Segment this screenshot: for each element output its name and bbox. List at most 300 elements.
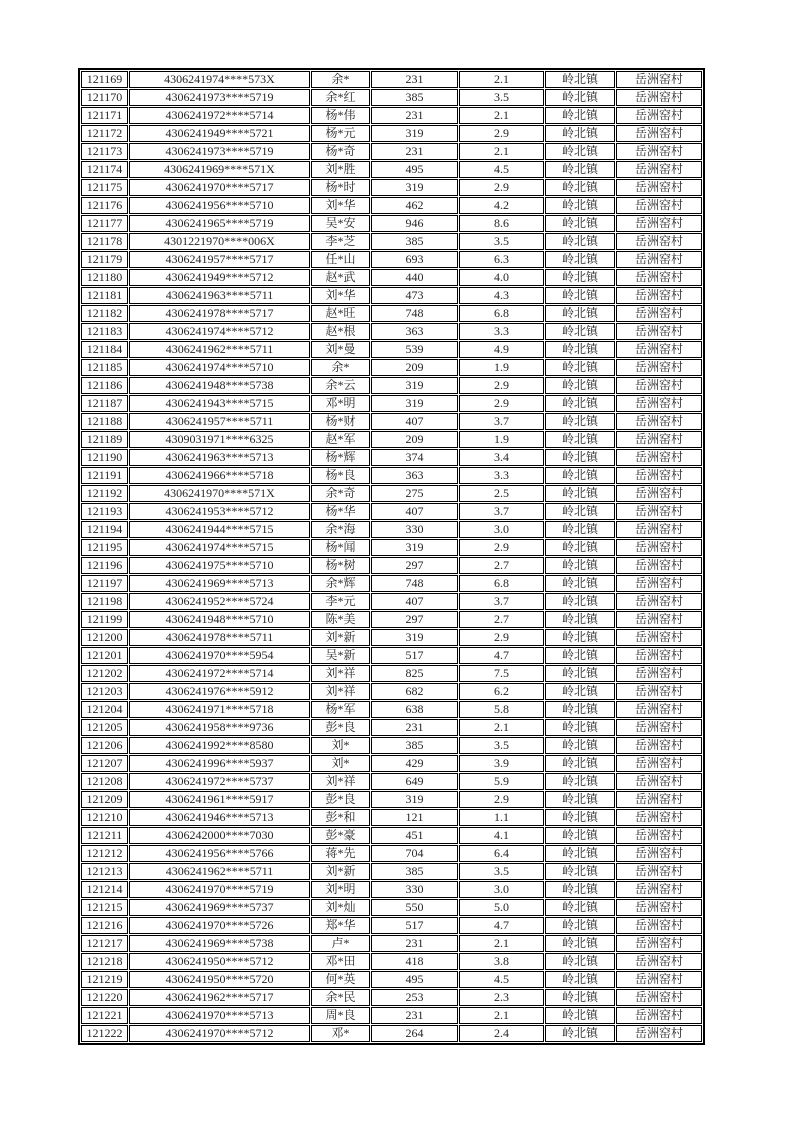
name-cell: 刘*祥 xyxy=(311,665,370,682)
amount-cell: 319 xyxy=(371,125,458,142)
rate-cell: 4.0 xyxy=(459,269,544,286)
table-row xyxy=(81,413,702,430)
amount-cell: 121 xyxy=(371,809,458,826)
id-number-cell: 4306241962****5711 xyxy=(129,341,310,358)
serial-cell: 121216 xyxy=(81,917,128,934)
serial-cell: 121203 xyxy=(81,683,128,700)
rate-cell: 4.9 xyxy=(459,341,544,358)
town-cell: 岭北镇 xyxy=(545,737,615,754)
town-cell: 岭北镇 xyxy=(545,809,615,826)
village-cell: 岳洲窑村 xyxy=(616,845,702,862)
id-number-cell: 4306241970****5712 xyxy=(129,1025,310,1042)
rate-cell: 5.9 xyxy=(459,773,544,790)
name-cell: 赵*旺 xyxy=(311,305,370,322)
village-cell: 岳洲窑村 xyxy=(616,143,702,160)
table-row xyxy=(81,701,702,718)
amount-cell: 550 xyxy=(371,899,458,916)
id-number-cell: 4306241970****5717 xyxy=(129,179,310,196)
name-cell: 余*红 xyxy=(311,89,370,106)
village-cell: 岳洲窑村 xyxy=(616,881,702,898)
serial-cell: 121188 xyxy=(81,413,128,430)
village-cell: 岳洲窑村 xyxy=(616,827,702,844)
name-cell: 杨*时 xyxy=(311,179,370,196)
village-cell: 岳洲窑村 xyxy=(616,413,702,430)
village-cell: 岳洲窑村 xyxy=(616,1007,702,1024)
rate-cell: 2.3 xyxy=(459,989,544,1006)
name-cell: 杨*辉 xyxy=(311,449,370,466)
serial-cell: 121199 xyxy=(81,611,128,628)
rate-cell: 4.5 xyxy=(459,971,544,988)
name-cell: 杨*元 xyxy=(311,125,370,142)
table-row xyxy=(81,791,702,808)
village-cell: 岳洲窑村 xyxy=(616,233,702,250)
serial-cell: 121195 xyxy=(81,539,128,556)
rate-cell: 6.4 xyxy=(459,845,544,862)
rate-cell: 3.8 xyxy=(459,953,544,970)
town-cell: 岭北镇 xyxy=(545,395,615,412)
village-cell: 岳洲窑村 xyxy=(616,341,702,358)
rate-cell: 6.8 xyxy=(459,575,544,592)
town-cell: 岭北镇 xyxy=(545,593,615,610)
amount-cell: 748 xyxy=(371,575,458,592)
village-cell: 岳洲窑村 xyxy=(616,305,702,322)
id-number-cell: 4306241970****571X xyxy=(129,485,310,502)
name-cell: 刘*华 xyxy=(311,197,370,214)
village-cell: 岳洲窑村 xyxy=(616,1025,702,1042)
id-number-cell: 4306241973****5719 xyxy=(129,143,310,160)
name-cell: 吴*安 xyxy=(311,215,370,232)
serial-cell: 121191 xyxy=(81,467,128,484)
village-cell: 岳洲窑村 xyxy=(616,89,702,106)
serial-cell: 121185 xyxy=(81,359,128,376)
village-cell: 岳洲窑村 xyxy=(616,989,702,1006)
id-number-cell: 4306241996****5937 xyxy=(129,755,310,772)
village-cell: 岳洲窑村 xyxy=(616,323,702,340)
name-cell: 刘*华 xyxy=(311,287,370,304)
id-number-cell: 4306241963****5711 xyxy=(129,287,310,304)
rate-cell: 2.9 xyxy=(459,539,544,556)
rate-cell: 2.5 xyxy=(459,485,544,502)
village-cell: 岳洲窑村 xyxy=(616,611,702,628)
records-table xyxy=(78,68,705,1045)
table-row xyxy=(81,1007,702,1024)
town-cell: 岭北镇 xyxy=(545,1025,615,1042)
table-row xyxy=(81,917,702,934)
name-cell: 赵*军 xyxy=(311,431,370,448)
serial-cell: 121170 xyxy=(81,89,128,106)
town-cell: 岭北镇 xyxy=(545,719,615,736)
rate-cell: 2.9 xyxy=(459,791,544,808)
town-cell: 岭北镇 xyxy=(545,683,615,700)
town-cell: 岭北镇 xyxy=(545,791,615,808)
amount-cell: 385 xyxy=(371,863,458,880)
rate-cell: 2.1 xyxy=(459,1007,544,1024)
table-row xyxy=(81,899,702,916)
amount-cell: 385 xyxy=(371,89,458,106)
amount-cell: 319 xyxy=(371,179,458,196)
id-number-cell: 4306241958****9736 xyxy=(129,719,310,736)
serial-cell: 121200 xyxy=(81,629,128,646)
amount-cell: 704 xyxy=(371,845,458,862)
village-cell: 岳洲窑村 xyxy=(616,71,702,88)
village-cell: 岳洲窑村 xyxy=(616,917,702,934)
rate-cell: 4.7 xyxy=(459,647,544,664)
town-cell: 岭北镇 xyxy=(545,161,615,178)
name-cell: 郑*华 xyxy=(311,917,370,934)
village-cell: 岳洲窑村 xyxy=(616,701,702,718)
table-row xyxy=(81,449,702,466)
id-number-cell: 4306241948****5738 xyxy=(129,377,310,394)
amount-cell: 407 xyxy=(371,413,458,430)
table-row xyxy=(81,629,702,646)
town-cell: 岭北镇 xyxy=(545,305,615,322)
rate-cell: 2.9 xyxy=(459,377,544,394)
id-number-cell: 4306241969****5713 xyxy=(129,575,310,592)
table-row xyxy=(81,89,702,106)
town-cell: 岭北镇 xyxy=(545,773,615,790)
id-number-cell: 4306241972****5737 xyxy=(129,773,310,790)
town-cell: 岭北镇 xyxy=(545,323,615,340)
rate-cell: 3.7 xyxy=(459,593,544,610)
table-row xyxy=(81,593,702,610)
serial-cell: 121220 xyxy=(81,989,128,1006)
serial-cell: 121217 xyxy=(81,935,128,952)
table-row xyxy=(81,827,702,844)
village-cell: 岳洲窑村 xyxy=(616,125,702,142)
town-cell: 岭北镇 xyxy=(545,863,615,880)
town-cell: 岭北镇 xyxy=(545,233,615,250)
table-row xyxy=(81,863,702,880)
amount-cell: 495 xyxy=(371,971,458,988)
id-number-cell: 4309031971****6325 xyxy=(129,431,310,448)
village-cell: 岳洲窑村 xyxy=(616,467,702,484)
town-cell: 岭北镇 xyxy=(545,143,615,160)
rate-cell: 2.1 xyxy=(459,935,544,952)
town-cell: 岭北镇 xyxy=(545,503,615,520)
id-number-cell: 4306241970****5713 xyxy=(129,1007,310,1024)
rate-cell: 3.7 xyxy=(459,503,544,520)
table-row xyxy=(81,395,702,412)
id-number-cell: 4306241957****5711 xyxy=(129,413,310,430)
name-cell: 刘*曼 xyxy=(311,341,370,358)
id-number-cell: 4306241970****5719 xyxy=(129,881,310,898)
name-cell: 刘*明 xyxy=(311,881,370,898)
rate-cell: 5.8 xyxy=(459,701,544,718)
table-row xyxy=(81,881,702,898)
rate-cell: 2.9 xyxy=(459,395,544,412)
serial-cell: 121176 xyxy=(81,197,128,214)
rate-cell: 4.2 xyxy=(459,197,544,214)
table-row xyxy=(81,269,702,286)
name-cell: 蒋*先 xyxy=(311,845,370,862)
table-row xyxy=(81,737,702,754)
village-cell: 岳洲窑村 xyxy=(616,971,702,988)
amount-cell: 418 xyxy=(371,953,458,970)
id-number-cell: 4306241962****5711 xyxy=(129,863,310,880)
village-cell: 岳洲窑村 xyxy=(616,485,702,502)
rate-cell: 4.3 xyxy=(459,287,544,304)
rate-cell: 2.4 xyxy=(459,1025,544,1042)
serial-cell: 121180 xyxy=(81,269,128,286)
table-row xyxy=(81,1025,702,1042)
id-number-cell: 4301221970****006X xyxy=(129,233,310,250)
name-cell: 余*海 xyxy=(311,521,370,538)
village-cell: 岳洲窑村 xyxy=(616,179,702,196)
amount-cell: 231 xyxy=(371,935,458,952)
table-row xyxy=(81,71,702,88)
amount-cell: 495 xyxy=(371,161,458,178)
town-cell: 岭北镇 xyxy=(545,71,615,88)
serial-cell: 121179 xyxy=(81,251,128,268)
village-cell: 岳洲窑村 xyxy=(616,935,702,952)
rate-cell: 3.7 xyxy=(459,413,544,430)
village-cell: 岳洲窑村 xyxy=(616,737,702,754)
name-cell: 陈*美 xyxy=(311,611,370,628)
table-row xyxy=(81,845,702,862)
amount-cell: 374 xyxy=(371,449,458,466)
amount-cell: 319 xyxy=(371,629,458,646)
name-cell: 刘*祥 xyxy=(311,773,370,790)
village-cell: 岳洲窑村 xyxy=(616,773,702,790)
rate-cell: 2.9 xyxy=(459,629,544,646)
serial-cell: 121221 xyxy=(81,1007,128,1024)
table-body xyxy=(81,71,702,1042)
amount-cell: 385 xyxy=(371,737,458,754)
amount-cell: 517 xyxy=(371,917,458,934)
rate-cell: 3.3 xyxy=(459,323,544,340)
rate-cell: 2.7 xyxy=(459,611,544,628)
id-number-cell: 4306241972****5714 xyxy=(129,665,310,682)
rate-cell: 1.9 xyxy=(459,431,544,448)
amount-cell: 319 xyxy=(371,395,458,412)
id-number-cell: 4306241948****5710 xyxy=(129,611,310,628)
village-cell: 岳洲窑村 xyxy=(616,287,702,304)
id-number-cell: 4306241969****5737 xyxy=(129,899,310,916)
rate-cell: 3.5 xyxy=(459,89,544,106)
serial-cell: 121192 xyxy=(81,485,128,502)
id-number-cell: 4306241953****5712 xyxy=(129,503,310,520)
id-number-cell: 4306241943****5715 xyxy=(129,395,310,412)
serial-cell: 121218 xyxy=(81,953,128,970)
village-cell: 岳洲窑村 xyxy=(616,863,702,880)
rate-cell: 6.2 xyxy=(459,683,544,700)
name-cell: 杨*华 xyxy=(311,503,370,520)
table-row xyxy=(81,719,702,736)
town-cell: 岭北镇 xyxy=(545,359,615,376)
serial-cell: 121189 xyxy=(81,431,128,448)
name-cell: 杨*财 xyxy=(311,413,370,430)
table-row xyxy=(81,989,702,1006)
rate-cell: 5.0 xyxy=(459,899,544,916)
village-cell: 岳洲窑村 xyxy=(616,557,702,574)
table-row xyxy=(81,323,702,340)
amount-cell: 231 xyxy=(371,71,458,88)
id-number-cell: 4306241974****5715 xyxy=(129,539,310,556)
town-cell: 岭北镇 xyxy=(545,575,615,592)
town-cell: 岭北镇 xyxy=(545,377,615,394)
table-row xyxy=(81,359,702,376)
id-number-cell: 4306241974****573X xyxy=(129,71,310,88)
name-cell: 杨*闻 xyxy=(311,539,370,556)
serial-cell: 121173 xyxy=(81,143,128,160)
name-cell: 杨*军 xyxy=(311,701,370,718)
town-cell: 岭北镇 xyxy=(545,413,615,430)
id-number-cell: 4306241973****5719 xyxy=(129,89,310,106)
table-row xyxy=(81,647,702,664)
village-cell: 岳洲窑村 xyxy=(616,755,702,772)
rate-cell: 7.5 xyxy=(459,665,544,682)
town-cell: 岭北镇 xyxy=(545,287,615,304)
serial-cell: 121175 xyxy=(81,179,128,196)
town-cell: 岭北镇 xyxy=(545,557,615,574)
town-cell: 岭北镇 xyxy=(545,197,615,214)
village-cell: 岳洲窑村 xyxy=(616,683,702,700)
town-cell: 岭北镇 xyxy=(545,431,615,448)
rate-cell: 2.1 xyxy=(459,71,544,88)
village-cell: 岳洲窑村 xyxy=(616,269,702,286)
village-cell: 岳洲窑村 xyxy=(616,647,702,664)
table-row xyxy=(81,485,702,502)
id-number-cell: 4306241974****5710 xyxy=(129,359,310,376)
name-cell: 何*英 xyxy=(311,971,370,988)
amount-cell: 319 xyxy=(371,791,458,808)
name-cell: 余*云 xyxy=(311,377,370,394)
table-row xyxy=(81,755,702,772)
town-cell: 岭北镇 xyxy=(545,179,615,196)
town-cell: 岭北镇 xyxy=(545,539,615,556)
rate-cell: 1.9 xyxy=(459,359,544,376)
village-cell: 岳洲窑村 xyxy=(616,431,702,448)
table-row xyxy=(81,557,702,574)
id-number-cell: 4306241962****5717 xyxy=(129,989,310,1006)
village-cell: 岳洲窑村 xyxy=(616,899,702,916)
amount-cell: 825 xyxy=(371,665,458,682)
village-cell: 岳洲窑村 xyxy=(616,539,702,556)
amount-cell: 440 xyxy=(371,269,458,286)
table-row xyxy=(81,521,702,538)
rate-cell: 2.9 xyxy=(459,179,544,196)
village-cell: 岳洲窑村 xyxy=(616,593,702,610)
table-row xyxy=(81,503,702,520)
name-cell: 李*芝 xyxy=(311,233,370,250)
id-number-cell: 4306241963****5713 xyxy=(129,449,310,466)
amount-cell: 539 xyxy=(371,341,458,358)
serial-cell: 121212 xyxy=(81,845,128,862)
serial-cell: 121171 xyxy=(81,107,128,124)
rate-cell: 2.1 xyxy=(459,143,544,160)
id-number-cell: 4306241975****5710 xyxy=(129,557,310,574)
serial-cell: 121184 xyxy=(81,341,128,358)
name-cell: 邓*田 xyxy=(311,953,370,970)
amount-cell: 319 xyxy=(371,377,458,394)
name-cell: 杨*伟 xyxy=(311,107,370,124)
serial-cell: 121201 xyxy=(81,647,128,664)
name-cell: 刘*新 xyxy=(311,863,370,880)
serial-cell: 121215 xyxy=(81,899,128,916)
village-cell: 岳洲窑村 xyxy=(616,395,702,412)
table-row xyxy=(81,467,702,484)
town-cell: 岭北镇 xyxy=(545,647,615,664)
rate-cell: 3.4 xyxy=(459,449,544,466)
town-cell: 岭北镇 xyxy=(545,629,615,646)
amount-cell: 253 xyxy=(371,989,458,1006)
town-cell: 岭北镇 xyxy=(545,701,615,718)
town-cell: 岭北镇 xyxy=(545,989,615,1006)
serial-cell: 121211 xyxy=(81,827,128,844)
id-number-cell: 4306241952****5724 xyxy=(129,593,310,610)
serial-cell: 121207 xyxy=(81,755,128,772)
name-cell: 彭*豪 xyxy=(311,827,370,844)
serial-cell: 121177 xyxy=(81,215,128,232)
town-cell: 岭北镇 xyxy=(545,467,615,484)
town-cell: 岭北镇 xyxy=(545,485,615,502)
id-number-cell: 4306242000****7030 xyxy=(129,827,310,844)
town-cell: 岭北镇 xyxy=(545,755,615,772)
id-number-cell: 4306241956****5710 xyxy=(129,197,310,214)
name-cell: 任*山 xyxy=(311,251,370,268)
serial-cell: 121186 xyxy=(81,377,128,394)
village-cell: 岳洲窑村 xyxy=(616,215,702,232)
id-number-cell: 4306241971****5718 xyxy=(129,701,310,718)
amount-cell: 231 xyxy=(371,719,458,736)
amount-cell: 363 xyxy=(371,467,458,484)
amount-cell: 451 xyxy=(371,827,458,844)
table-row xyxy=(81,809,702,826)
serial-cell: 121196 xyxy=(81,557,128,574)
village-cell: 岳洲窑村 xyxy=(616,377,702,394)
serial-cell: 121202 xyxy=(81,665,128,682)
town-cell: 岭北镇 xyxy=(545,107,615,124)
serial-cell: 121169 xyxy=(81,71,128,88)
village-cell: 岳洲窑村 xyxy=(616,521,702,538)
rate-cell: 3.0 xyxy=(459,521,544,538)
rate-cell: 3.5 xyxy=(459,863,544,880)
village-cell: 岳洲窑村 xyxy=(616,809,702,826)
rate-cell: 6.8 xyxy=(459,305,544,322)
id-number-cell: 4306241957****5717 xyxy=(129,251,310,268)
rate-cell: 3.9 xyxy=(459,755,544,772)
name-cell: 刘* xyxy=(311,755,370,772)
id-number-cell: 4306241949****5712 xyxy=(129,269,310,286)
table-row xyxy=(81,773,702,790)
table-row xyxy=(81,233,702,250)
serial-cell: 121172 xyxy=(81,125,128,142)
name-cell: 邓*明 xyxy=(311,395,370,412)
id-number-cell: 4306241969****571X xyxy=(129,161,310,178)
amount-cell: 231 xyxy=(371,1007,458,1024)
amount-cell: 748 xyxy=(371,305,458,322)
serial-cell: 121209 xyxy=(81,791,128,808)
name-cell: 刘*新 xyxy=(311,629,370,646)
amount-cell: 638 xyxy=(371,701,458,718)
town-cell: 岭北镇 xyxy=(545,269,615,286)
table-row xyxy=(81,197,702,214)
amount-cell: 407 xyxy=(371,503,458,520)
serial-cell: 121208 xyxy=(81,773,128,790)
rate-cell: 4.5 xyxy=(459,161,544,178)
table-row xyxy=(81,179,702,196)
table-row xyxy=(81,305,702,322)
amount-cell: 693 xyxy=(371,251,458,268)
amount-cell: 297 xyxy=(371,611,458,628)
name-cell: 杨*奇 xyxy=(311,143,370,160)
serial-cell: 121205 xyxy=(81,719,128,736)
amount-cell: 363 xyxy=(371,323,458,340)
amount-cell: 231 xyxy=(371,143,458,160)
village-cell: 岳洲窑村 xyxy=(616,953,702,970)
id-number-cell: 4306241970****5954 xyxy=(129,647,310,664)
rate-cell: 3.3 xyxy=(459,467,544,484)
